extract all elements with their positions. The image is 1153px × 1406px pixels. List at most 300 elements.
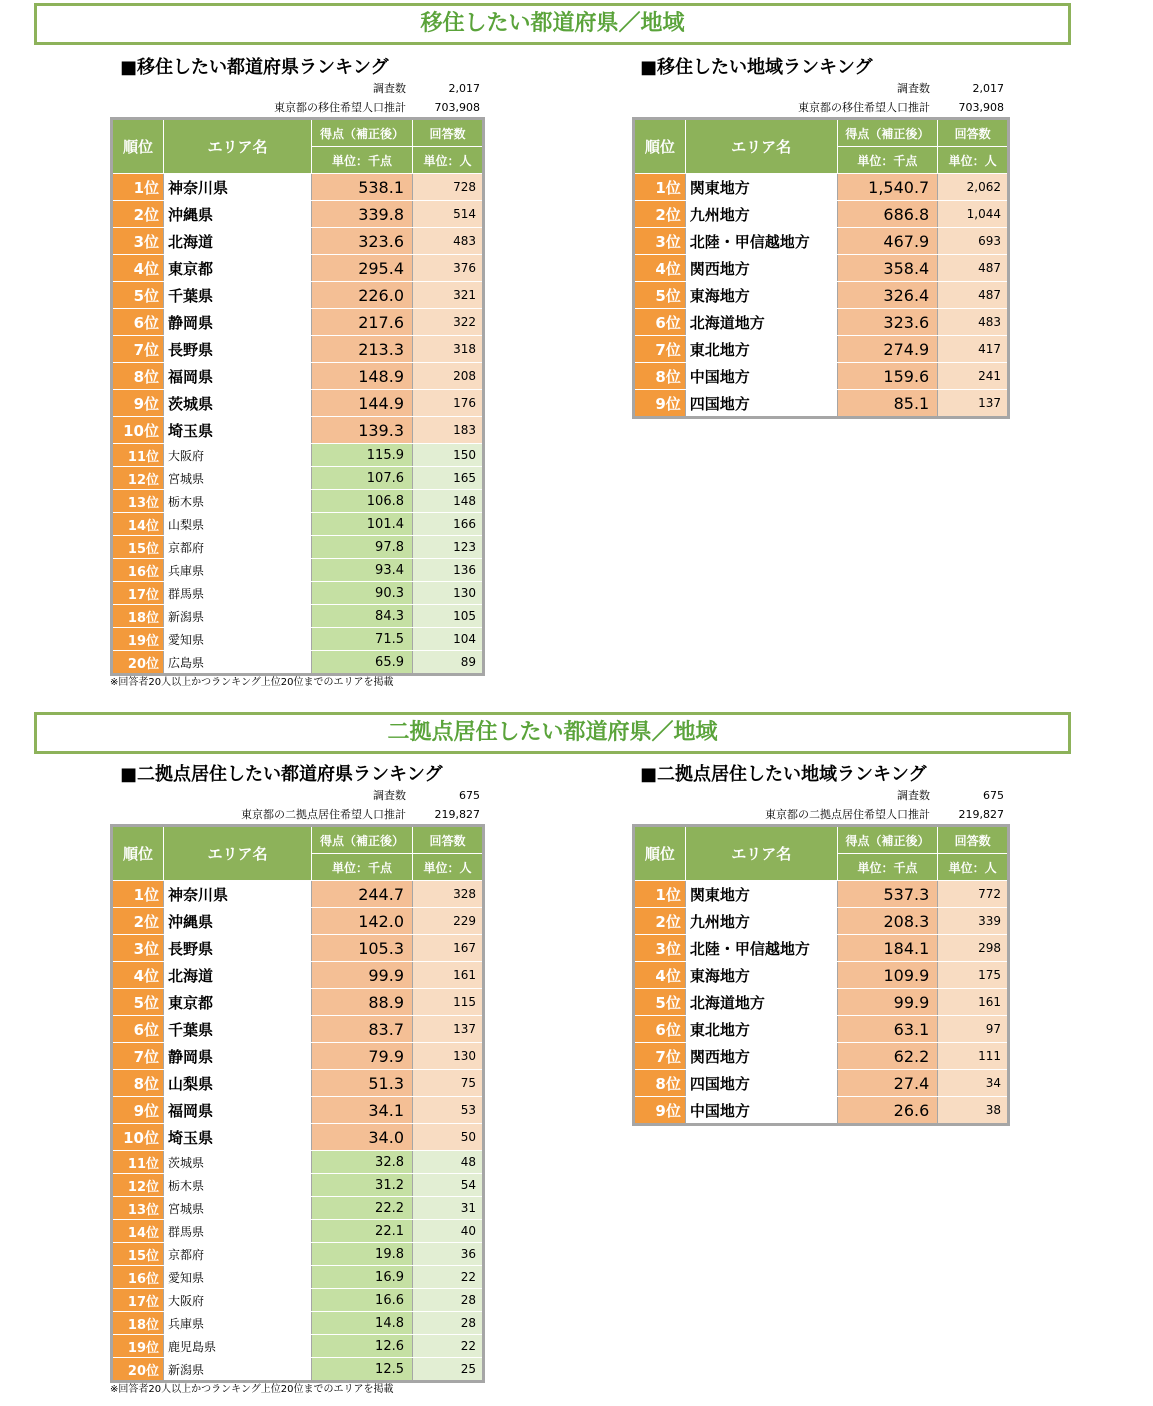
rank-cell: 5位 xyxy=(634,989,686,1016)
header-rank: 順位 xyxy=(634,119,686,174)
area-name: 兵庫県 xyxy=(164,1312,312,1335)
rank-cell: 18位 xyxy=(112,605,164,628)
rank-cell: 10位 xyxy=(112,1124,164,1151)
count-cell: 34 xyxy=(938,1070,1009,1097)
header-score-unit: 単位：千点 xyxy=(837,854,938,881)
score-cell: 99.9 xyxy=(312,962,413,989)
area-name: 新潟県 xyxy=(164,1358,312,1382)
area-name: 四国地方 xyxy=(685,390,837,418)
score-cell: 106.8 xyxy=(312,490,413,513)
count-cell: 165 xyxy=(413,467,484,490)
table-row xyxy=(634,1097,1009,1125)
rank-cell: 1位 xyxy=(634,881,686,908)
header-area: エリア名 xyxy=(164,119,312,174)
count-cell: 136 xyxy=(413,559,484,582)
meta-value: 675 xyxy=(459,789,480,802)
block-title: ■移住したい地域ランキング xyxy=(640,57,873,78)
header-count: 回答数 xyxy=(938,119,1009,147)
area-name: 群馬県 xyxy=(164,582,312,605)
meta-label: 東京都の二拠点居住希望人口推計 xyxy=(765,808,930,821)
area-name: 山梨県 xyxy=(164,513,312,536)
rank-cell: 3位 xyxy=(634,228,686,255)
header-score-unit: 単位：千点 xyxy=(837,147,938,174)
score-cell: 93.4 xyxy=(312,559,413,582)
area-name: 新潟県 xyxy=(164,605,312,628)
rank-cell: 16位 xyxy=(112,559,164,582)
count-cell: 22 xyxy=(413,1335,484,1358)
area-name: 北陸・甲信越地方 xyxy=(685,228,837,255)
ranking-table xyxy=(110,824,485,1383)
count-cell: 176 xyxy=(413,390,484,417)
area-name: 東海地方 xyxy=(685,962,837,989)
table-row xyxy=(112,1070,484,1097)
score-cell: 323.6 xyxy=(837,309,938,336)
rank-cell: 6位 xyxy=(112,1016,164,1043)
meta-line xyxy=(110,79,486,98)
count-cell: 728 xyxy=(413,174,484,201)
rank-cell: 14位 xyxy=(112,513,164,536)
meta-label: 東京都の二拠点居住希望人口推計 xyxy=(241,808,406,821)
area-name: 関東地方 xyxy=(685,881,837,908)
rank-cell: 1位 xyxy=(112,174,164,201)
count-cell: 322 xyxy=(413,309,484,336)
rank-cell: 7位 xyxy=(634,336,686,363)
rank-cell: 2位 xyxy=(634,908,686,935)
table-row xyxy=(112,1016,484,1043)
score-cell: 226.0 xyxy=(312,282,413,309)
score-cell: 686.8 xyxy=(837,201,938,228)
meta-label: 東京都の移住希望人口推計 xyxy=(798,101,930,114)
area-name: 東北地方 xyxy=(685,1016,837,1043)
table-row xyxy=(634,174,1009,201)
rank-cell: 4位 xyxy=(112,962,164,989)
area-name: 愛知県 xyxy=(164,628,312,651)
area-name: 北海道地方 xyxy=(685,309,837,336)
area-name: 宮城県 xyxy=(164,467,312,490)
area-name: 関西地方 xyxy=(685,1043,837,1070)
section-banner-dual-residence: 二拠点居住したい都道府県／地域 xyxy=(34,712,1071,754)
score-cell: 274.9 xyxy=(837,336,938,363)
header-score-unit: 単位：千点 xyxy=(312,854,413,881)
score-cell: 101.4 xyxy=(312,513,413,536)
count-cell: 487 xyxy=(938,255,1009,282)
count-cell: 89 xyxy=(413,651,484,675)
header-count-unit: 単位：人 xyxy=(413,854,484,881)
area-name: 中国地方 xyxy=(685,363,837,390)
table-row xyxy=(634,336,1009,363)
meta-value: 703,908 xyxy=(958,101,1004,114)
rank-cell: 5位 xyxy=(112,282,164,309)
rank-cell: 7位 xyxy=(112,336,164,363)
rank-cell: 8位 xyxy=(112,1070,164,1097)
table-row xyxy=(112,881,484,908)
rank-cell: 11位 xyxy=(112,444,164,467)
area-name: 群馬県 xyxy=(164,1220,312,1243)
table-row xyxy=(634,228,1009,255)
score-cell: 109.9 xyxy=(837,962,938,989)
block-title: ■二拠点居住したい都道府県ランキング xyxy=(120,764,443,785)
score-cell: 467.9 xyxy=(837,228,938,255)
footnote: ※回答者20人以上かつランキング上位20位までのエリアを掲載 xyxy=(110,1384,394,1395)
rank-cell: 3位 xyxy=(112,935,164,962)
pref-ranking-dual-residence xyxy=(110,764,486,1397)
score-cell: 85.1 xyxy=(837,390,938,418)
area-name: 福岡県 xyxy=(164,363,312,390)
count-cell: 693 xyxy=(938,228,1009,255)
count-cell: 115 xyxy=(413,989,484,1016)
meta-line xyxy=(632,786,1010,805)
score-cell: 326.4 xyxy=(837,282,938,309)
header-count: 回答数 xyxy=(413,119,484,147)
area-name: 東京都 xyxy=(164,989,312,1016)
area-name: 大阪府 xyxy=(164,444,312,467)
score-cell: 84.3 xyxy=(312,605,413,628)
area-name: 北海道 xyxy=(164,228,312,255)
table-row xyxy=(634,309,1009,336)
meta-label: 調査数 xyxy=(373,82,406,95)
header-count: 回答数 xyxy=(938,826,1009,854)
area-name: 九州地方 xyxy=(685,201,837,228)
table-row xyxy=(634,908,1009,935)
rank-cell: 1位 xyxy=(112,881,164,908)
table-row xyxy=(112,490,484,513)
count-cell: 48 xyxy=(413,1151,484,1174)
area-name: 埼玉県 xyxy=(164,417,312,444)
score-cell: 32.8 xyxy=(312,1151,413,1174)
meta-value: 219,827 xyxy=(434,808,480,821)
rank-cell: 3位 xyxy=(112,228,164,255)
score-cell: 148.9 xyxy=(312,363,413,390)
table-row xyxy=(112,201,484,228)
table-row xyxy=(112,1151,484,1174)
header-score: 得点（補正後） xyxy=(837,826,938,854)
rank-cell: 10位 xyxy=(112,417,164,444)
count-cell: 97 xyxy=(938,1016,1009,1043)
table-row xyxy=(112,1197,484,1220)
score-cell: 115.9 xyxy=(312,444,413,467)
rank-cell: 18位 xyxy=(112,1312,164,1335)
rank-cell: 7位 xyxy=(112,1043,164,1070)
area-name: 京都府 xyxy=(164,536,312,559)
header-rank: 順位 xyxy=(112,826,164,881)
table-row xyxy=(112,309,484,336)
header-area: エリア名 xyxy=(685,826,837,881)
count-cell: 483 xyxy=(938,309,1009,336)
table-row xyxy=(634,1016,1009,1043)
area-name: 神奈川県 xyxy=(164,174,312,201)
area-name: 兵庫県 xyxy=(164,559,312,582)
rank-cell: 13位 xyxy=(112,1197,164,1220)
area-name: 千葉県 xyxy=(164,282,312,309)
table-row xyxy=(112,605,484,628)
area-name: 神奈川県 xyxy=(164,881,312,908)
score-cell: 537.3 xyxy=(837,881,938,908)
table-row xyxy=(634,363,1009,390)
score-cell: 339.8 xyxy=(312,201,413,228)
count-cell: 483 xyxy=(413,228,484,255)
area-name: 関西地方 xyxy=(685,255,837,282)
rank-cell: 4位 xyxy=(634,962,686,989)
meta-value: 2,017 xyxy=(448,82,480,95)
count-cell: 137 xyxy=(413,1016,484,1043)
score-cell: 34.0 xyxy=(312,1124,413,1151)
score-cell: 63.1 xyxy=(837,1016,938,1043)
header-score: 得点（補正後） xyxy=(312,119,413,147)
region-ranking-dual-residence xyxy=(632,764,1010,1126)
count-cell: 175 xyxy=(938,962,1009,989)
area-name: 茨城県 xyxy=(164,1151,312,1174)
table-row xyxy=(112,1289,484,1312)
area-name: 埼玉県 xyxy=(164,1124,312,1151)
header-score-unit: 単位：千点 xyxy=(312,147,413,174)
table-row xyxy=(112,363,484,390)
score-cell: 51.3 xyxy=(312,1070,413,1097)
meta-label: 調査数 xyxy=(373,789,406,802)
area-name: 四国地方 xyxy=(685,1070,837,1097)
table-row xyxy=(112,1243,484,1266)
score-cell: 244.7 xyxy=(312,881,413,908)
score-cell: 208.3 xyxy=(837,908,938,935)
ranking-table xyxy=(632,824,1010,1126)
score-cell: 26.6 xyxy=(837,1097,938,1125)
score-cell: 142.0 xyxy=(312,908,413,935)
score-cell: 16.6 xyxy=(312,1289,413,1312)
meta-value: 219,827 xyxy=(958,808,1004,821)
table-row xyxy=(112,1312,484,1335)
score-cell: 538.1 xyxy=(312,174,413,201)
rank-cell: 8位 xyxy=(634,1070,686,1097)
score-cell: 217.6 xyxy=(312,309,413,336)
rank-cell: 7位 xyxy=(634,1043,686,1070)
rank-cell: 19位 xyxy=(112,628,164,651)
rank-cell: 14位 xyxy=(112,1220,164,1243)
table-row xyxy=(112,255,484,282)
area-name: 沖縄県 xyxy=(164,908,312,935)
count-cell: 28 xyxy=(413,1312,484,1335)
rank-cell: 2位 xyxy=(112,201,164,228)
rank-cell: 5位 xyxy=(634,282,686,309)
count-cell: 328 xyxy=(413,881,484,908)
area-name: 中国地方 xyxy=(685,1097,837,1125)
area-name: 鹿児島県 xyxy=(164,1335,312,1358)
score-cell: 159.6 xyxy=(837,363,938,390)
table-row xyxy=(112,1266,484,1289)
footnote: ※回答者20人以上かつランキング上位20位までのエリアを掲載 xyxy=(110,677,394,688)
area-name: 広島県 xyxy=(164,651,312,675)
meta-value: 675 xyxy=(983,789,1004,802)
header-score: 得点（補正後） xyxy=(837,119,938,147)
count-cell: 22 xyxy=(413,1266,484,1289)
score-cell: 71.5 xyxy=(312,628,413,651)
rank-cell: 13位 xyxy=(112,490,164,513)
count-cell: 28 xyxy=(413,1289,484,1312)
count-cell: 417 xyxy=(938,336,1009,363)
count-cell: 167 xyxy=(413,935,484,962)
table-row xyxy=(112,174,484,201)
score-cell: 323.6 xyxy=(312,228,413,255)
rank-cell: 1位 xyxy=(634,174,686,201)
count-cell: 229 xyxy=(413,908,484,935)
rank-cell: 20位 xyxy=(112,1358,164,1382)
score-cell: 27.4 xyxy=(837,1070,938,1097)
header-count-unit: 単位：人 xyxy=(938,147,1009,174)
header-count: 回答数 xyxy=(413,826,484,854)
table-row xyxy=(112,390,484,417)
count-cell: 123 xyxy=(413,536,484,559)
area-name: 福岡県 xyxy=(164,1097,312,1124)
rank-cell: 2位 xyxy=(634,201,686,228)
count-cell: 161 xyxy=(413,962,484,989)
meta-line xyxy=(110,98,486,117)
meta-label: 調査数 xyxy=(897,82,930,95)
count-cell: 321 xyxy=(413,282,484,309)
count-cell: 208 xyxy=(413,363,484,390)
table-row xyxy=(112,1335,484,1358)
area-name: 北海道地方 xyxy=(685,989,837,1016)
count-cell: 53 xyxy=(413,1097,484,1124)
table-row xyxy=(634,390,1009,418)
score-cell: 19.8 xyxy=(312,1243,413,1266)
count-cell: 137 xyxy=(938,390,1009,418)
table-row xyxy=(634,935,1009,962)
count-cell: 318 xyxy=(413,336,484,363)
table-row xyxy=(634,989,1009,1016)
table-row xyxy=(634,201,1009,228)
table-row xyxy=(112,228,484,255)
score-cell: 83.7 xyxy=(312,1016,413,1043)
area-name: 九州地方 xyxy=(685,908,837,935)
table-row xyxy=(112,935,484,962)
table-row xyxy=(112,536,484,559)
count-cell: 31 xyxy=(413,1197,484,1220)
block-title: ■二拠点居住したい地域ランキング xyxy=(640,764,927,785)
rank-cell: 3位 xyxy=(634,935,686,962)
score-cell: 79.9 xyxy=(312,1043,413,1070)
score-cell: 99.9 xyxy=(837,989,938,1016)
score-cell: 213.3 xyxy=(312,336,413,363)
count-cell: 772 xyxy=(938,881,1009,908)
table-row xyxy=(112,513,484,536)
table-row xyxy=(112,651,484,675)
rank-cell: 16位 xyxy=(112,1266,164,1289)
table-row xyxy=(112,628,484,651)
meta-value: 2,017 xyxy=(972,82,1004,95)
rank-cell: 9位 xyxy=(112,390,164,417)
rank-cell: 15位 xyxy=(112,536,164,559)
count-cell: 54 xyxy=(413,1174,484,1197)
area-name: 北陸・甲信越地方 xyxy=(685,935,837,962)
rank-cell: 4位 xyxy=(634,255,686,282)
meta-value: 703,908 xyxy=(434,101,480,114)
area-name: 静岡県 xyxy=(164,1043,312,1070)
area-name: 東京都 xyxy=(164,255,312,282)
header-area: エリア名 xyxy=(685,119,837,174)
count-cell: 166 xyxy=(413,513,484,536)
area-name: 京都府 xyxy=(164,1243,312,1266)
meta-line xyxy=(632,805,1010,824)
count-cell: 111 xyxy=(938,1043,1009,1070)
header-rank: 順位 xyxy=(112,119,164,174)
rank-cell: 9位 xyxy=(634,1097,686,1125)
table-row xyxy=(634,881,1009,908)
ranking-table xyxy=(110,117,485,676)
rank-cell: 9位 xyxy=(634,390,686,418)
rank-cell: 4位 xyxy=(112,255,164,282)
rank-cell: 6位 xyxy=(112,309,164,336)
score-cell: 22.1 xyxy=(312,1220,413,1243)
rank-cell: 19位 xyxy=(112,1335,164,1358)
section-banner-relocation: 移住したい都道府県／地域 xyxy=(34,3,1071,45)
count-cell: 36 xyxy=(413,1243,484,1266)
table-row xyxy=(112,1043,484,1070)
score-cell: 295.4 xyxy=(312,255,413,282)
region-ranking-relocation xyxy=(632,57,1010,419)
count-cell: 514 xyxy=(413,201,484,228)
header-area: エリア名 xyxy=(164,826,312,881)
score-cell: 62.2 xyxy=(837,1043,938,1070)
count-cell: 241 xyxy=(938,363,1009,390)
meta-line xyxy=(110,786,486,805)
rank-cell: 5位 xyxy=(112,989,164,1016)
rank-cell: 12位 xyxy=(112,1174,164,1197)
area-name: 栃木県 xyxy=(164,490,312,513)
count-cell: 130 xyxy=(413,1043,484,1070)
score-cell: 22.2 xyxy=(312,1197,413,1220)
header-score: 得点（補正後） xyxy=(312,826,413,854)
score-cell: 144.9 xyxy=(312,390,413,417)
score-cell: 90.3 xyxy=(312,582,413,605)
score-cell: 184.1 xyxy=(837,935,938,962)
table-row xyxy=(112,336,484,363)
count-cell: 150 xyxy=(413,444,484,467)
score-cell: 34.1 xyxy=(312,1097,413,1124)
count-cell: 130 xyxy=(413,582,484,605)
count-cell: 161 xyxy=(938,989,1009,1016)
count-cell: 339 xyxy=(938,908,1009,935)
meta-line xyxy=(632,79,1010,98)
area-name: 山梨県 xyxy=(164,1070,312,1097)
area-name: 宮城県 xyxy=(164,1197,312,1220)
area-name: 沖縄県 xyxy=(164,201,312,228)
header-rank: 順位 xyxy=(634,826,686,881)
rank-cell: 11位 xyxy=(112,1151,164,1174)
score-cell: 358.4 xyxy=(837,255,938,282)
table-row xyxy=(112,962,484,989)
block-title: ■移住したい都道府県ランキング xyxy=(120,57,389,78)
table-row xyxy=(112,989,484,1016)
meta-label: 東京都の移住希望人口推計 xyxy=(274,101,406,114)
header-count-unit: 単位：人 xyxy=(938,854,1009,881)
table-row xyxy=(634,255,1009,282)
score-cell: 107.6 xyxy=(312,467,413,490)
area-name: 栃木県 xyxy=(164,1174,312,1197)
rank-cell: 8位 xyxy=(112,363,164,390)
rank-cell: 2位 xyxy=(112,908,164,935)
table-row xyxy=(112,1358,484,1382)
count-cell: 1,044 xyxy=(938,201,1009,228)
count-cell: 40 xyxy=(413,1220,484,1243)
area-name: 長野県 xyxy=(164,336,312,363)
table-row xyxy=(634,962,1009,989)
header-count-unit: 単位：人 xyxy=(413,147,484,174)
area-name: 北海道 xyxy=(164,962,312,989)
area-name: 千葉県 xyxy=(164,1016,312,1043)
area-name: 東北地方 xyxy=(685,336,837,363)
area-name: 大阪府 xyxy=(164,1289,312,1312)
count-cell: 298 xyxy=(938,935,1009,962)
table-row xyxy=(112,1174,484,1197)
table-row xyxy=(112,444,484,467)
